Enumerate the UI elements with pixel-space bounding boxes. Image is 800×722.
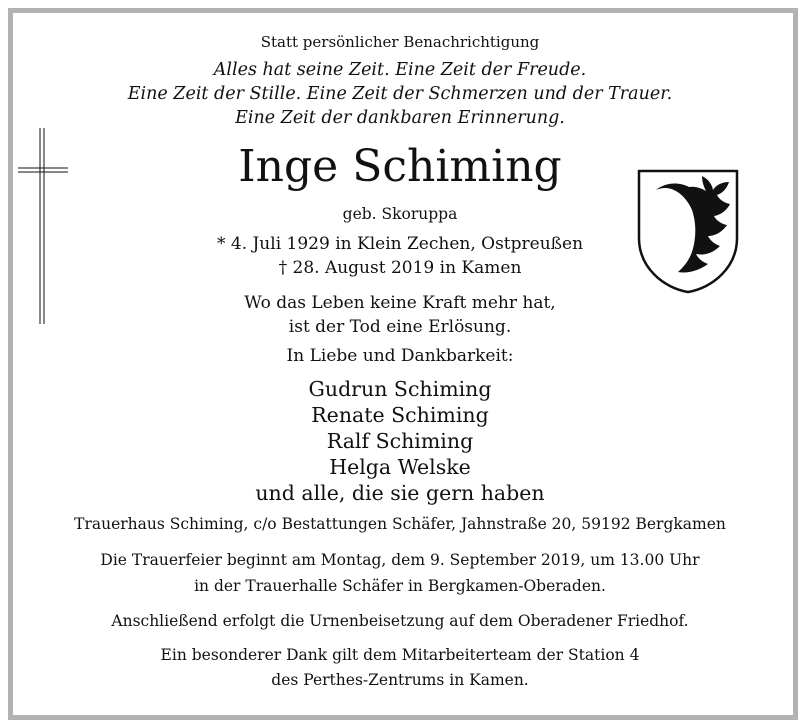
mourner-4: Helga Welske <box>329 455 471 479</box>
burial-line: Anschließend erfolgt die Urnenbeisetzung auf dem Oberadener Friedhof. <box>111 612 689 630</box>
service-line-1: Die Trauerfeier beginnt am Montag, dem 9. September 2019, um 13.00 Uhr <box>100 551 700 569</box>
poem-line-1: Alles hat seine Zeit. Eine Zeit der Freude. <box>213 60 587 80</box>
coat-of-arms-icon <box>636 168 740 294</box>
intro-line: Statt persönlicher Benachrichtigung <box>260 33 540 51</box>
mourner-3: Ralf Schiming <box>326 429 474 453</box>
cross-icon <box>18 128 68 324</box>
death-date: † 28. August 2019 in Kamen <box>278 258 522 278</box>
service-line-2: in der Trauerhalle Schäfer in Bergkamen-Oberaden. <box>194 577 606 595</box>
address-line: Trauerhaus Schiming, c/o Bestattungen Schäfer, Jahnstraße 20, 59192 Bergkamen <box>74 515 726 533</box>
mourner-5: und alle, die sie gern haben <box>255 481 545 505</box>
birth-name: geb. Skoruppa <box>342 205 458 223</box>
mourner-1: Gudrun Schiming <box>308 377 492 401</box>
birth-date: * 4. Juli 1929 in Klein Zechen, Ostpreußen <box>216 234 584 254</box>
thanks-line-1: Ein besonderer Dank gilt dem Mitarbeiterteam der Station 4 <box>160 646 640 664</box>
mourners-intro: In Liebe und Dankbarkeit: <box>286 346 514 366</box>
thanks-line-2: des Perthes-Zentrums in Kamen. <box>271 671 529 689</box>
quote-line-2: ist der Tod eine Erlösung. <box>288 317 512 337</box>
poem-line-3: Eine Zeit der dankbaren Erinnerung. <box>235 108 565 128</box>
poem-line-2: Eine Zeit der Stille. Eine Zeit der Schmerzen und der Trauer. <box>127 84 673 104</box>
deceased-name: Inge Schiming <box>238 141 562 192</box>
mourner-2: Renate Schiming <box>311 403 489 427</box>
quote-line-1: Wo das Leben keine Kraft mehr hat, <box>244 293 556 313</box>
